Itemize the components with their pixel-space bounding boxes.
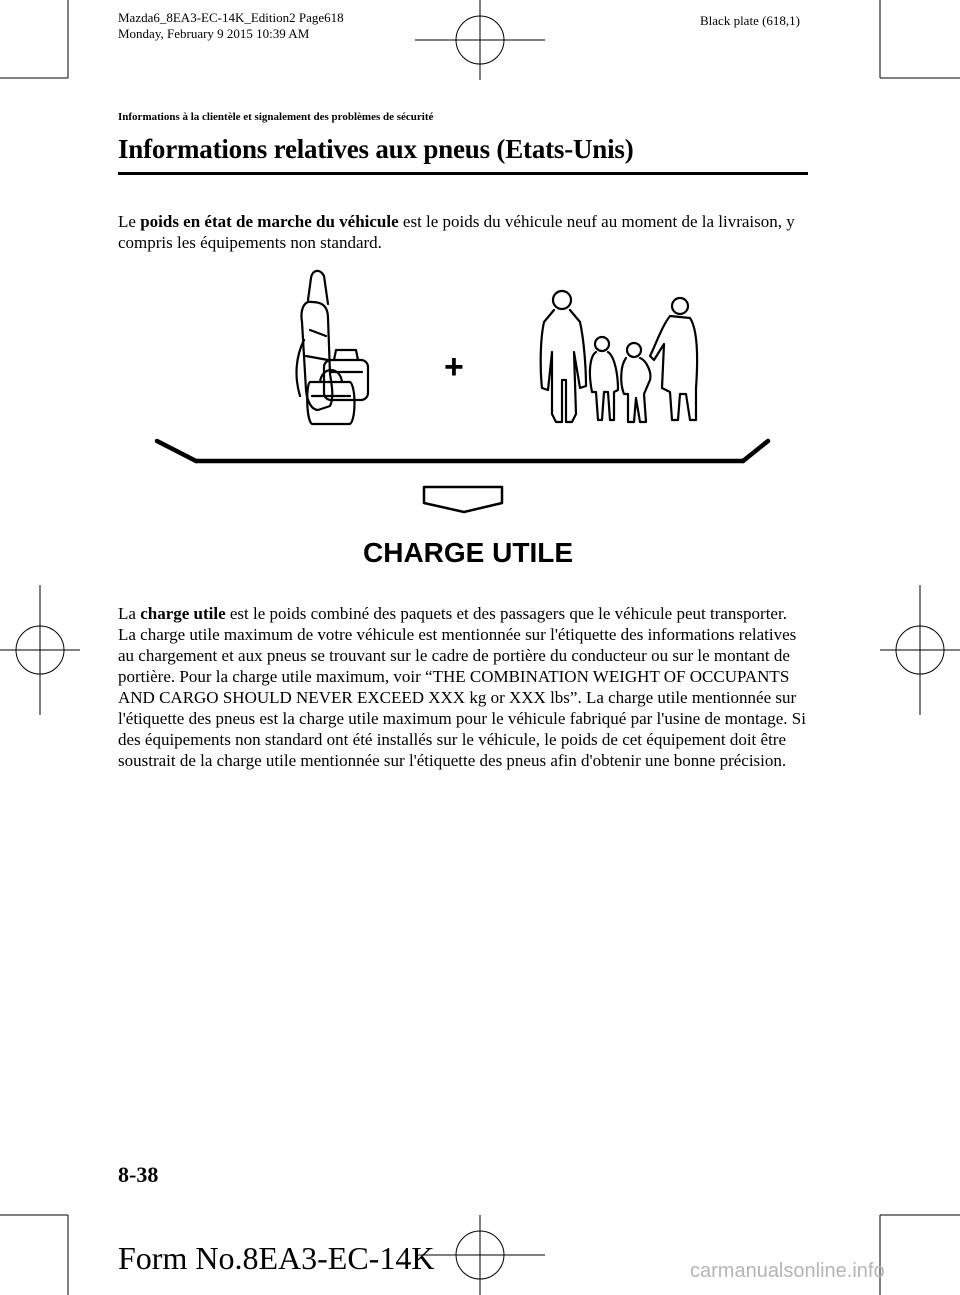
para1-rest: est le poids du véhicule neuf au moment de la livraison, y compris les équipements non standard. [118,212,795,252]
golf-bag-icon [297,271,333,410]
cargo-figure [0,0,960,600]
watermark: carmanualsonline.info [690,1260,885,1282]
form-number: Form No.8EA3-EC-14K [118,1240,435,1276]
date-line: Monday, February 9 2015 10:39 AM [118,26,310,41]
page-title: Informations relatives aux pneus (Etats-Unis) [118,134,634,164]
page-number: 8-38 [118,1162,159,1187]
plus-sign: + [444,348,464,386]
family-silhouette-icon [541,291,697,422]
section-label: Informations à la clientèle et signalement des problèmes de sécurité [118,111,434,123]
para2-term: charge utile [140,604,226,623]
para2-rest: est le poids combiné des paquets et des passagers que le véhicule peut transporter. La charge utile maximum de votre véhicule est mentionnée sur l'étiquette des informations relatives au chargement et aux pneus se trouvant sur le cadre de portière du conducteur ou sur le montant de portière. Pour la charge utile maximum, voir “THE COMBINATION WEIGHT OF OCCUPANTS AND CARGO SHOULD NEVER EXCEED XXX kg or XXX lbs”. La charge utile mentionnée sur l'étiquette des pneus est la charge utile maximum pour le véhicule fabriqué par l'usine de montage. Si des équipements non standard ont été installés sur le véhicule, le poids de cet équipement doit être soustrait de la charge utile mentionnée sur l'étiquette des pneus afin d'obtenir une bonne précision. [118,604,806,770]
para2-lead: La [118,604,141,623]
plate-label: Black plate (618,1) [700,13,800,28]
para1-lead: Le [118,212,141,231]
down-arrow-icon [424,487,502,512]
paragraph-payload [118,603,808,771]
payload-caption: CHARGE UTILE [363,537,573,568]
file-line: Mazda6_8EA3-EC-14K_Edition2 Page618 [118,10,344,25]
para1-term: poids en état de marche du véhicule [140,212,399,231]
